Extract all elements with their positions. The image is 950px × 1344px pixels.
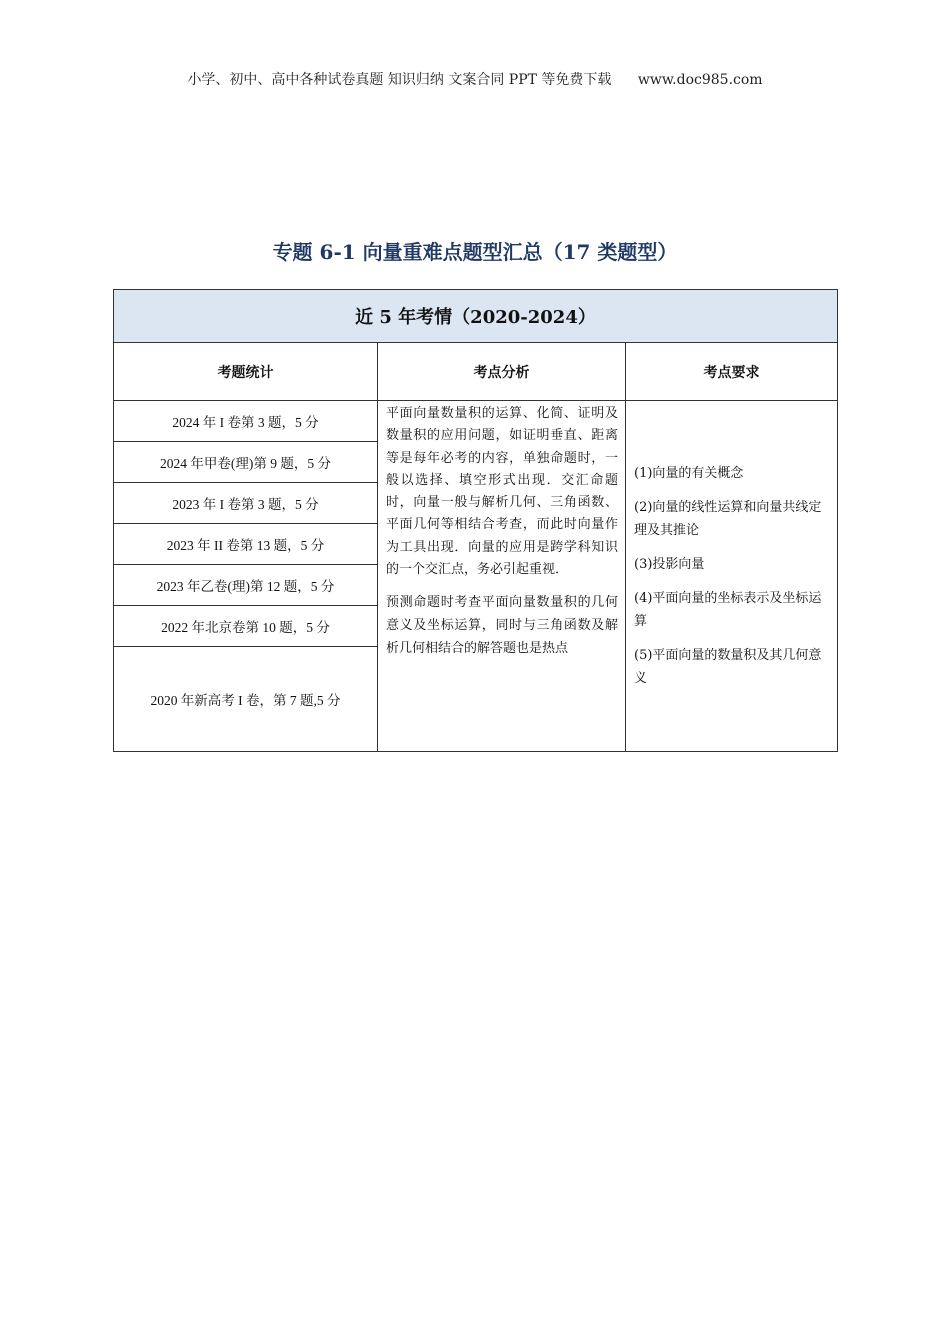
exam-analysis-table [113,289,838,752]
stat-cell: 2023 年 II 卷第 13 题，5 分 [114,524,378,565]
stat-cell: 2023 年 I 卷第 3 题，5 分 [114,483,378,524]
table-band-title: 近 5 年考情（2020-2024） [114,290,838,343]
stat-cell: 2023 年乙卷(理)第 12 题，5 分 [114,565,378,606]
analysis-paragraph-1: 平面向量数量积的运算、化简、证明及数量积的应用问题，如证明垂直、距离等是每年必考的内容，单独命题时，一般以选择、填空形式出现．交汇命题时，向量一般与解析几何、三角函数、平面几何等相结合考查，而此时向量作为工具出现．向量的应用是跨学科知识的一个交汇点，务必引起重视． [386,406,618,578]
stat-cell: 2024 年甲卷(理)第 9 题，5 分 [114,442,378,483]
requirements-cell [626,401,838,752]
page-title: 专题 6-1 向量重难点题型汇总（17 类题型） [272,240,678,264]
stat-cell: 2020 年新高考 I 卷，第 7 题,5 分 [114,647,378,752]
requirement-item: (1)向量的有关概念 [634,466,744,481]
column-header-analysis: 考点分析 [378,343,626,401]
column-header-stats: 考题统计 [114,343,378,401]
stat-cell: 2022 年北京卷第 10 题，5 分 [114,606,378,647]
requirement-item: (4)平面向量的坐标表示及坐标运算 [634,591,822,629]
requirement-item: (3)投影向量 [634,557,705,572]
header-site-link[interactable]: www.doc985.com [637,72,763,88]
stat-cell: 2024 年 I 卷第 3 题，5 分 [114,401,378,442]
header-text: 小学、初中、高中各种试卷真题 知识归纳 文案合同 PPT 等免费下载 [187,72,612,88]
analysis-cell [378,401,626,752]
requirement-item: (2)向量的线性运算和向量共线定理及其推论 [634,500,822,538]
column-header-requirements: 考点要求 [626,343,838,401]
analysis-paragraph-2: 预测命题时考查平面向量数量积的几何意义及坐标运算，同时与三角函数及解析几何相结合的解答题也是热点 [386,595,618,657]
requirement-item: (5)平面向量的数量积及其几何意义 [634,648,822,686]
page-header [0,69,950,89]
